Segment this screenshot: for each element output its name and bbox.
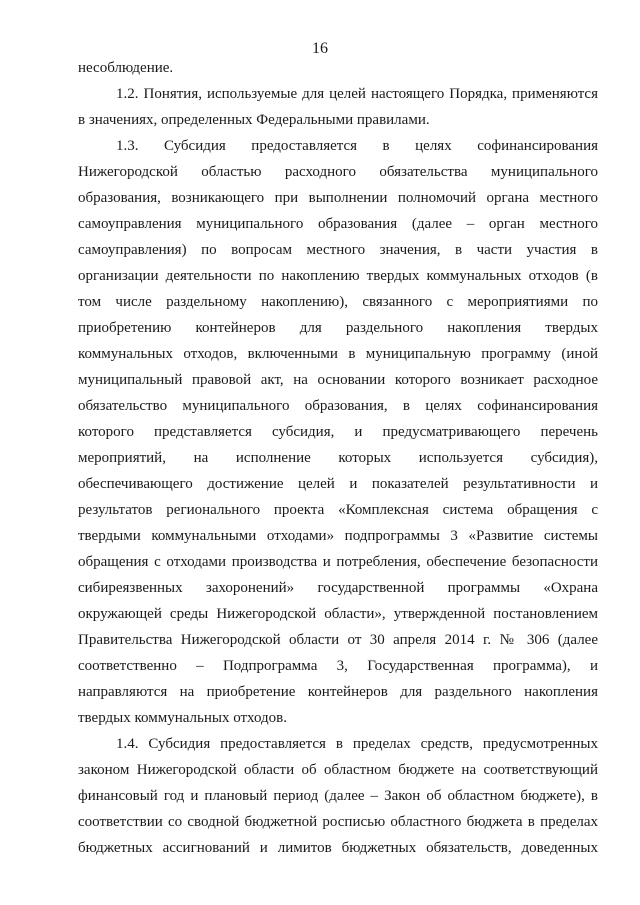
page-number: 16 — [312, 40, 328, 57]
text-line: мероприятий, на исполнение которых используется субсидия), — [78, 450, 598, 466]
paragraph-cont — [78, 55, 598, 81]
text-line: направляются на приобретение контейнеров для раздельного накопления — [78, 684, 598, 700]
text-line: окружающей среды Нижегородской области», утвержденной постановлением — [78, 606, 598, 622]
text-line: бюджетных ассигнований и лимитов бюджетных обязательств, доведенных — [78, 840, 598, 856]
text-line: обращения с отходами производства и потребления, обеспечение безопасности — [78, 554, 598, 570]
text-line: финансовый год и плановый период (далее – Закон об областном бюджете), в — [78, 788, 598, 804]
text-line: самоуправления) по вопросам местного значения, в части участия в — [78, 242, 598, 258]
text-line: муниципальный правовой акт, на основании которого возникает расходное — [78, 372, 598, 388]
text-line: организации деятельности по накоплению твердых коммунальных отходов (в — [78, 268, 598, 284]
text-line: твердыми коммунальными отходами» подпрограммы 3 «Развитие системы — [78, 528, 598, 544]
paragraph-p1-4 — [78, 731, 598, 861]
text-line: обязательство муниципального образования, в целях софинансирования — [78, 398, 598, 414]
text-line: 1.3. Субсидия предоставляется в целях софинансирования — [116, 138, 598, 154]
paragraph-p1-3 — [78, 133, 598, 731]
text-line: результатов регионального проекта «Комплексная система обращения с — [78, 502, 598, 518]
text-line: в значениях, определенных Федеральными правилами. — [78, 112, 430, 128]
text-line: Нижегородской областью расходного обязательства муниципального — [78, 164, 598, 180]
text-line: самоуправления муниципального образования (далее – орган местного — [78, 216, 598, 232]
text-line: соответственно – Подпрограмма 3, Государственная программа), и — [78, 658, 598, 674]
text-line: которого представляется субсидия, и предусматривающего перечень — [78, 424, 598, 440]
text-line: твердых коммунальных отходов. — [78, 710, 288, 726]
paragraph-p1-2 — [78, 81, 598, 133]
text-line: образования, возникающего при выполнении полномочий органа местного — [78, 190, 598, 206]
text-line: обеспечивающего достижение целей и показателей результативности и — [78, 476, 598, 492]
text-line: сибиреязвенных захоронений» государственной программы «Охрана — [78, 580, 598, 596]
text-line: несоблюдение. — [78, 60, 174, 76]
text-line: законом Нижегородской области об областном бюджете на соответствующий — [78, 762, 598, 778]
text-line: 1.2. Понятия, используемые для целей настоящего Порядка, применяются — [116, 86, 598, 102]
text-line: соответствии со сводной бюджетной росписью областного бюджета в пределах — [78, 814, 598, 830]
text-line: 1.4. Субсидия предоставляется в пределах средств, предусмотренных — [116, 736, 598, 752]
text-line: коммунальных отходов, включенными в муниципальную программу (иной — [78, 346, 598, 362]
text-line: приобретению контейнеров для раздельного накопления твердых — [78, 320, 598, 336]
text-line: том числе раздельному накоплению), связанного с мероприятиями по — [78, 294, 598, 310]
document-body — [78, 55, 598, 861]
text-line: Правительства Нижегородской области от 30 апреля 2014 г. № 306 (далее — [78, 632, 598, 648]
